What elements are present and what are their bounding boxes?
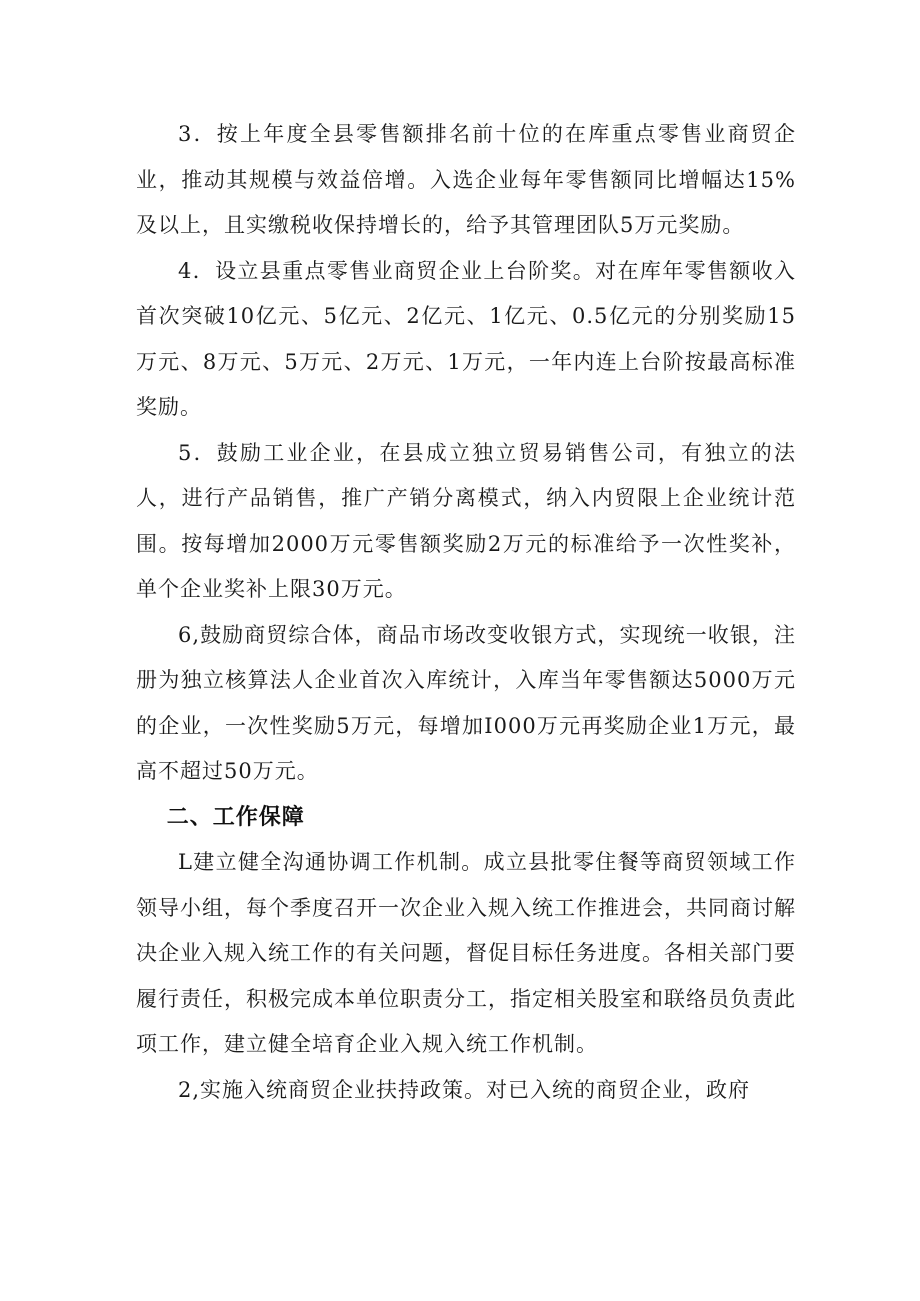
paragraph-item-4: 4．设立县重点零售业商贸企业上台阶奖。对在库年零售额收入首次突破10亿元、5亿元、2亿元、1亿元、0.5亿元的分别奖励15万元、8万元、5万元、2万元、1万元，一年内连上台阶按最高标准奖励。 <box>136 258 796 419</box>
section-paragraph-1: L建立健全沟通协调工作机制。成立县批零住餐等商贸领域工作领导小组，每个季度召开一次企业入规入统工作推进会，共同商讨解决企业入规入统工作的有关问题，督促目标任务进度。各相关部门要履行责任，积极完成本单位职责分工，指定相关股室和联络员负责此项工作，建立健全培育企业入规入统工作机制。 <box>136 850 796 1056</box>
paragraph-item-3: 3．按上年度全县零售额排名前十位的在库重点零售业商贸企业，推动其规模与效益倍增。入选企业每年零售额同比增幅达15%及以上，且实缴税收保持增长的，给予其管理团队5万元奖励。 <box>136 122 796 237</box>
section-heading: 二、工作保障 <box>166 804 305 830</box>
paragraph-item-6: 6,鼓励商贸综合体，商品市场改变收银方式，实现统一收银，注册为独立核算法人企业首次入库统计，入库当年零售额达5000万元的企业，一次性奖励5万元，每增加I000万元再奖励企业1万元，最高不超过50万元。 <box>136 622 796 783</box>
section-paragraph-2: 2,实施入统商贸企业扶持政策。对已入统的商贸企业，政府 <box>178 1077 751 1102</box>
document-body <box>136 112 796 1113</box>
paragraph-item-5: 5．鼓励工业企业，在县成立独立贸易销售公司，有独立的法人，进行产品销售，推广产销分离模式，纳入内贸限上企业统计范围。按每增加2000万元零售额奖励2万元的标准给予一次性奖补，单个企业奖补上限30万元。 <box>136 440 796 601</box>
